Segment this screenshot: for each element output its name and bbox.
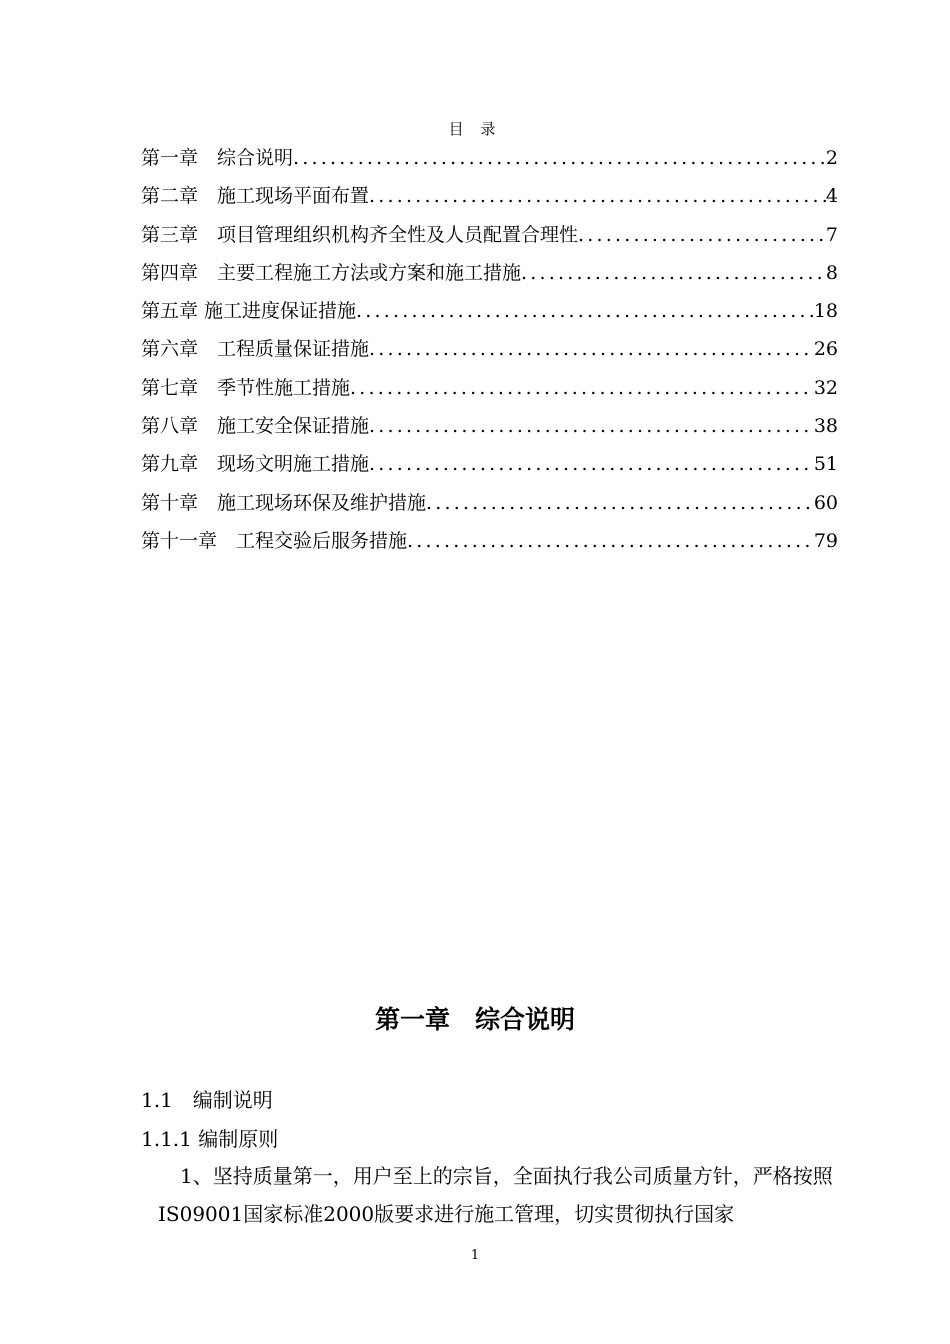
page-number: 1 — [470, 1248, 480, 1263]
toc-entry[interactable] — [141, 488, 838, 526]
toc-entry[interactable] — [141, 373, 838, 411]
toc-entry-page: 32 — [813, 376, 838, 399]
toc-entry-label: 第四章 主要工程施工方法或方案和施工措施 — [141, 261, 522, 284]
subsection-heading: 1.1.1 编制原则 — [141, 1127, 279, 1151]
toc-entry[interactable] — [141, 296, 838, 334]
section-heading: 1.1 编制说明 — [141, 1088, 273, 1112]
toc-entry-page: 51 — [813, 453, 838, 476]
toc-leader-dots — [578, 224, 826, 246]
toc-entry[interactable] — [141, 334, 838, 372]
toc-leader-dots — [350, 377, 814, 399]
toc-entry[interactable] — [141, 258, 838, 296]
toc-entry[interactable] — [141, 411, 838, 449]
toc-leader-dots — [521, 262, 826, 284]
toc-entry[interactable] — [141, 449, 838, 487]
toc-entry-label: 第八章 施工安全保证措施 — [141, 415, 370, 438]
toc-entry-label: 第五章 施工进度保证措施 — [141, 300, 357, 323]
chapter-title: 第一章 综合说明 — [374, 1005, 575, 1034]
toc-entry-page: 8 — [825, 261, 838, 284]
toc-leader-dots — [369, 453, 814, 475]
toc-entry-label: 第二章 施工现场平面布置 — [141, 185, 370, 208]
toc-entry-label: 第十一章 工程交验后服务措施 — [141, 529, 408, 552]
toc-entry[interactable] — [141, 143, 838, 181]
toc-entry-label: 第十章 施工现场环保及维护措施 — [141, 491, 427, 514]
toc-entry-page: 4 — [825, 185, 838, 208]
toc-leader-dots — [369, 185, 826, 207]
toc-entry[interactable] — [141, 526, 838, 564]
toc-entry-page: 79 — [813, 529, 838, 552]
toc-entry-page: 60 — [813, 491, 838, 514]
toc-entry[interactable] — [141, 181, 838, 219]
toc-entry[interactable] — [141, 220, 838, 258]
toc-entry-page: 26 — [813, 338, 838, 361]
toc-entry-label: 第一章 综合说明 — [141, 147, 294, 169]
toc-leader-dots — [356, 300, 814, 322]
body-paragraph: 1、坚持质量第一，用户至上的宗旨，全面执行我公司质量方针，严格按照IS09001国家标准2000版要求进行施工管理，切实贯彻执行国家 — [158, 1164, 833, 1226]
toc-entry-page: 18 — [813, 300, 838, 323]
toc-leader-dots — [369, 338, 814, 360]
toc-leader-dots — [293, 147, 826, 169]
toc-leader-dots — [426, 492, 814, 514]
toc-leader-dots — [369, 415, 814, 437]
toc-entry-page: 38 — [813, 415, 838, 438]
toc-leader-dots — [407, 530, 814, 552]
toc-entry-label: 第三章 项目管理组织机构齐全性及人员配置合理性 — [141, 223, 579, 246]
table-of-contents — [141, 143, 838, 564]
toc-entry-page: 7 — [825, 223, 838, 246]
toc-entry-label: 第六章 工程质量保证措施 — [141, 338, 370, 361]
toc-entry-label: 第七章 季节性施工措施 — [141, 376, 351, 399]
toc-title: 目 录 — [448, 120, 502, 138]
toc-entry-page: 2 — [825, 147, 838, 169]
toc-entry-label: 第九章 现场文明施工措施 — [141, 453, 370, 476]
